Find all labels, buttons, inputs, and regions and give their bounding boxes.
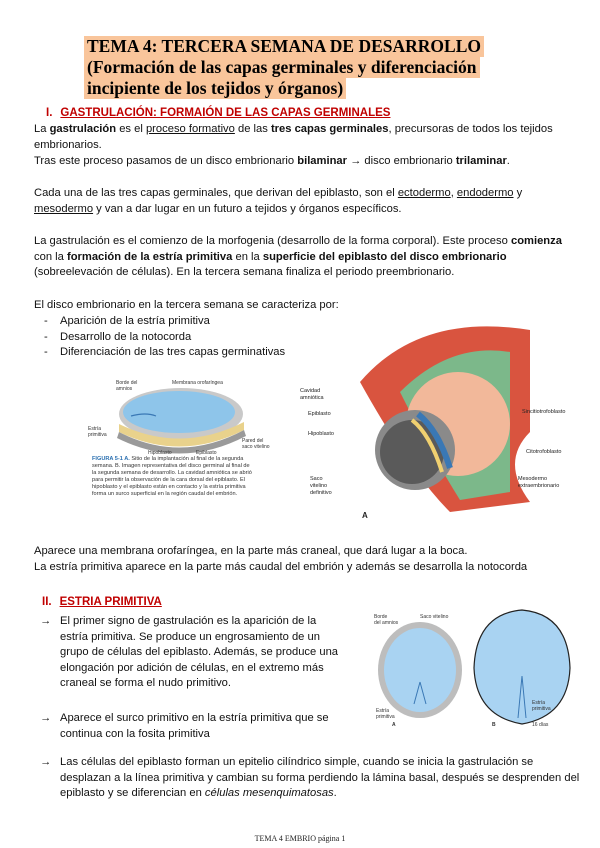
- label-a: A: [392, 722, 396, 728]
- arrow-icon: →: [40, 615, 52, 627]
- page-title: [84, 36, 514, 99]
- label-primitiva-b: primitiva: [532, 706, 551, 712]
- label-primitiva: primitiva: [376, 714, 395, 720]
- bullet-epitelio: → Las células del epiblasto forman un epitelio cilíndrico simple, cuando se inicia la gastrulación se desplazan a la línea primitiva y cambian su forma perdiendo la lámina basal, después se desprenden del epiblasto y se diferencian en células mesenquimatosas.: [40, 756, 580, 800]
- label-extraembrionario: extraembrionario: [518, 483, 560, 489]
- title-line-2: (Formación de las capas germinales y diferenciación: [84, 57, 480, 78]
- label-amnios: amnios: [116, 386, 133, 392]
- disc-b: [474, 610, 570, 724]
- section-title: GASTRULACIÓN: FORMAIÓN DE LAS CAPAS GERMINALES: [60, 107, 391, 119]
- figure-primitive-streak: [372, 604, 584, 728]
- title-line-1: TEMA 4: TERCERA SEMANA DE DESARROLLO: [84, 36, 484, 57]
- section-heading-1: [46, 107, 390, 119]
- label-cavidad: Cavidad: [300, 388, 321, 394]
- section-number: I.: [46, 107, 53, 119]
- figure-caption: FIGURA 5-1 A. Sitio de la implantación al final de la segunda semana. B. Imagen representativa del disco germinal al final de la segunda semana de desarrollo. La cavidad amniótica se abrió para permitir la observación de la cara dorsal del epiblasto. El hipoblasto y el epiblasto están en contacto y la estría primitiva forma un surco superficial en la región caudal del embrión.: [92, 456, 252, 497]
- label-estria-b: Estría: [532, 700, 546, 706]
- label-dias: 16 días: [532, 722, 549, 728]
- section-title: ESTRIA PRIMITIVA: [59, 596, 162, 608]
- label-hipoblasto: Hipoblasto: [148, 450, 172, 456]
- section-heading-2: [42, 596, 162, 608]
- label-saco: Saco vitelino: [420, 614, 449, 620]
- disc-a: [384, 628, 456, 712]
- label-amnios: del amnios: [374, 620, 399, 626]
- bullet-surco: → Aparece el surco primitivo en la estría primitiva que se continua con la fosita primitiva: [40, 712, 329, 740]
- paragraph-membrana: Aparece una membrana orofaríngea, en la parte más craneal, que dará lugar a la boca.: [34, 545, 468, 557]
- paragraph-capas: Cada una de las tres capas germinales, que derivan del epiblasto, son el ectodermo, endodermo y mesodermo y van a dar lugar en un futuro a tejidos y órganos específicos.: [34, 187, 523, 215]
- label-sincitio: Sincitiotrofoblasto: [522, 409, 566, 415]
- label-letter-a: A: [362, 511, 368, 520]
- label-epiblasto: Epiblasto: [196, 450, 217, 456]
- page-footer: TEMA 4 EMBRIO página 1: [254, 834, 346, 843]
- paragraph-gastrulacion: La gastrulación es el proceso formativo de las tres capas germinales, precursoras de todos los tejidos embrionarios.: [34, 123, 553, 151]
- section-number: II.: [42, 596, 52, 608]
- characteristics-list: [44, 314, 285, 361]
- label-cito: Citotrofoblasto: [526, 449, 562, 455]
- label-vitelino: vitelino: [310, 483, 328, 489]
- epiblast-surface: [123, 391, 235, 433]
- label-b: B: [492, 722, 496, 728]
- label-amniotica: amniótica: [300, 395, 324, 401]
- label-epiblasto: Epiblasto: [308, 411, 331, 417]
- figure-embryonic-disc: [86, 372, 270, 456]
- list-item: - Aparición de la estría primitiva: [44, 314, 285, 330]
- label-definitivo: definitivo: [310, 490, 332, 496]
- label-borde: Borde: [374, 614, 388, 620]
- label-primitiva: primitiva: [88, 432, 107, 438]
- arrow-icon: →: [40, 712, 52, 724]
- label-membrana: Membrana orofaríngea: [172, 380, 223, 386]
- label-estria: Estría: [376, 708, 390, 714]
- paragraph-disco: El disco embrionario en la tercera semana se caracteriza por:: [34, 299, 339, 311]
- list-item: - Diferenciación de las tres capas germinativas: [44, 345, 285, 361]
- label-hipoblasto: Hipoblasto: [308, 431, 334, 437]
- paragraph-morfogenia: La gastrulación es el comienzo de la morfogenia (desarrollo de la forma corporal). Este proceso comienza con la formación de la estría primitiva en la superficie del epiblasto del disco embrionario (sobreelevación de células). En la tercera semana finaliza el periodo preembrionario.: [34, 235, 562, 279]
- label-borde: Borde del: [116, 380, 138, 386]
- label-saco: saco vitelino: [242, 444, 270, 450]
- figure-implantation: [300, 322, 590, 522]
- label-mesodermo: Mesodermo: [518, 476, 548, 482]
- arrow-icon: →: [40, 756, 52, 768]
- bullet-primer-signo: → El primer signo de gastrulación es la aparición de la estría primitiva. Se produce un engrosamiento de un grupo de células del epiblasto. Además, se produce una elongación por adición de células, en el extremo más craneal se forma el nudo primitivo.: [40, 615, 339, 690]
- label-saco: Saco: [310, 476, 323, 482]
- label-pared: Pared del: [242, 438, 264, 444]
- paragraph-bilaminar: Tras este proceso pasamos de un disco embrionario bilaminar → disco embrionario trilaminar.: [34, 155, 510, 167]
- label-estria: Estría: [88, 426, 102, 432]
- title-line-3: incipiente de los tejidos y órganos): [84, 78, 346, 99]
- list-item: - Desarrollo de la notocorda: [44, 330, 285, 346]
- paragraph-estria: La estría primitiva aparece en la parte más caudal del embrión y además se desarrolla la notocorda: [34, 561, 528, 573]
